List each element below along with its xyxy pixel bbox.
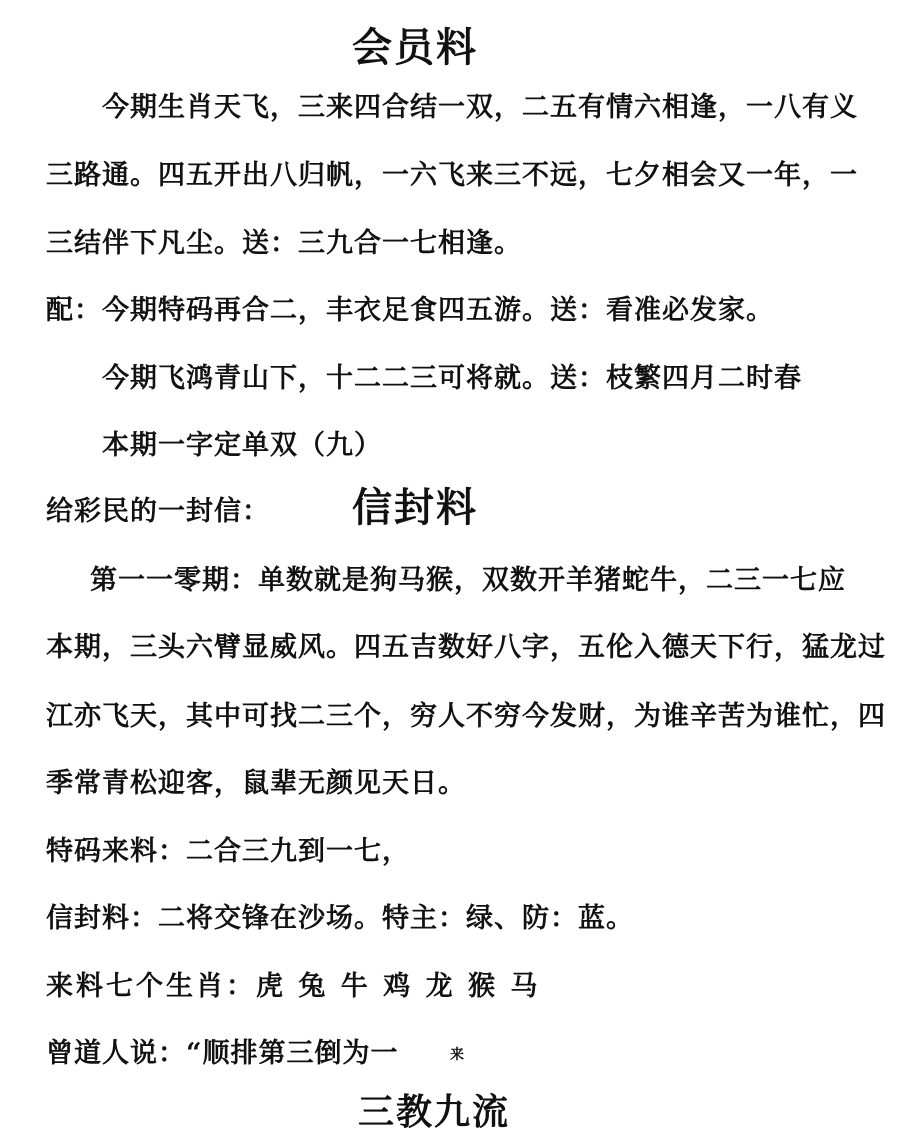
member-line-5: 今期飞鸿青山下，十二二三可将就。送：枝繁四月二时春	[102, 363, 802, 394]
title-bottom: 三教九流	[358, 1091, 511, 1133]
stray-glyph-mark: 来	[450, 1047, 464, 1063]
envelope-line-3: 江亦飞天，其中可找二三个，穷人不穷今发财，为谁辛苦为谁忙，四	[46, 701, 886, 732]
envelope-line-2: 本期，三头六臂显威风。四五吉数好八字，五伦入德天下行，猛龙过	[46, 632, 886, 663]
title-member-material: 会员料	[352, 24, 478, 71]
daoist-saying-line: 曾道人说：“顺排第三倒为一	[46, 1038, 399, 1069]
member-line-1: 今期生肖天飞，三来四合结一双，二五有情六相逢，一八有义	[102, 92, 858, 123]
seven-zodiacs-line: 来料七个生肖：虎 兔 牛 鸡 龙 猴 马	[46, 971, 541, 1002]
envelope-line-4: 季常青松迎客，鼠辈无颜见天日。	[46, 768, 466, 799]
member-line-2: 三路通。四五开出八归帆，一六飞来三不远，七夕相会又一年，一	[46, 160, 858, 191]
envelope-line-1: 第一一零期：单数就是狗马猴，双数开羊猪蛇牛，二三一七应	[90, 565, 846, 596]
special-code-line: 特码来料：二合三九到一七，	[46, 836, 410, 867]
member-line-3: 三结伴下凡尘。送：三九合一七相逢。	[46, 228, 522, 259]
member-line-6: 本期一字定单双（九）	[102, 430, 382, 461]
member-line-4: 配：今期特码再合二，丰衣足食四五游。送：看准必发家。	[46, 295, 774, 326]
title-envelope-material: 信封料	[352, 484, 478, 531]
envelope-material-line: 信封料：二将交锋在沙场。特主：绿、防：蓝。	[46, 903, 634, 934]
letter-label: 给彩民的一封信：	[46, 496, 270, 527]
